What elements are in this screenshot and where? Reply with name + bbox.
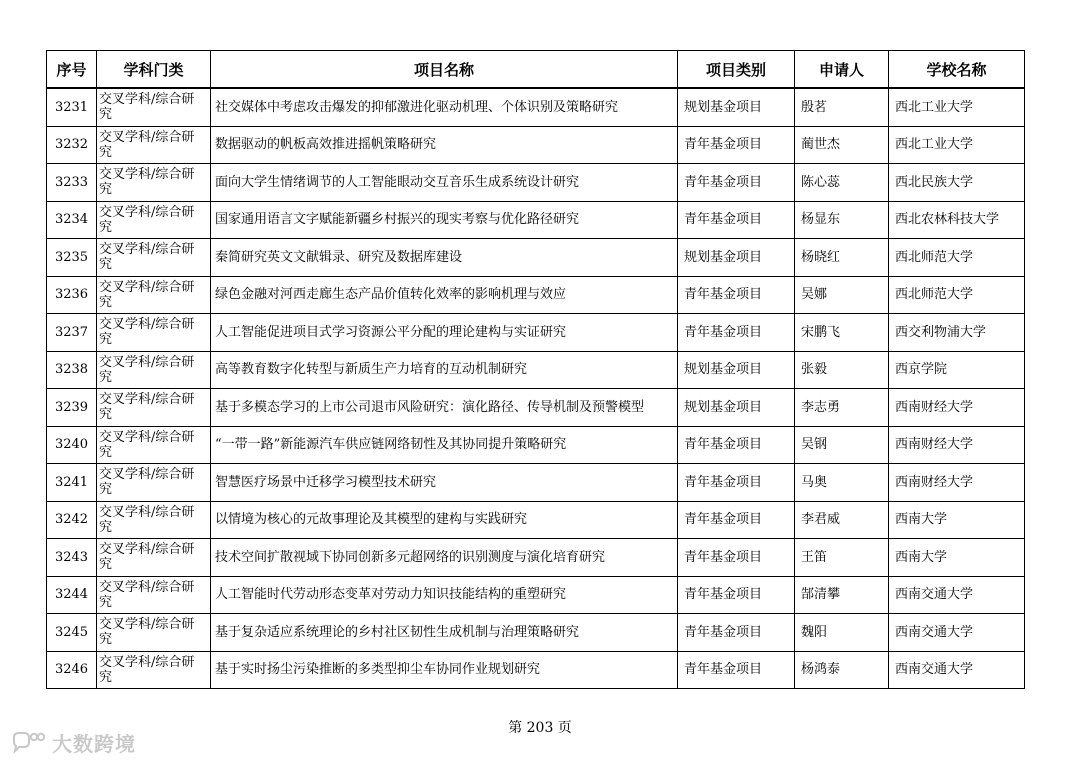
cell-subject-line: 究: [99, 182, 113, 198]
cell-applicant: 李志勇: [795, 389, 889, 427]
cell-applicant: 吴娜: [795, 276, 889, 314]
cell-project-name: “一带一路”新能源汽车供应链网络韧性及其协同提升策略研究: [211, 426, 678, 464]
cell-index: 3239: [47, 389, 97, 427]
cell-project-name: 秦简研究英文文献辑录、研究及数据库建设: [211, 239, 678, 277]
cell-school: 西南交通大学: [889, 614, 1025, 652]
cell-subject: [97, 88, 211, 126]
header-type: 项目类别: [678, 51, 795, 89]
cell-subject-line: 究: [99, 144, 113, 160]
cell-project-type: 青年基金项目: [678, 201, 795, 239]
cell-project-type: 青年基金项目: [678, 164, 795, 202]
cell-subject-line: 究: [99, 257, 113, 273]
cell-project-type: 青年基金项目: [678, 539, 795, 577]
cell-subject-line: 究: [99, 669, 113, 685]
cell-school: 西北工业大学: [889, 88, 1025, 126]
table-row: [47, 651, 1025, 689]
table-row: [47, 126, 1025, 164]
cell-subject-line: 交叉学科/综合研: [99, 242, 195, 258]
cell-index: 3245: [47, 614, 97, 652]
cell-index: 3244: [47, 576, 97, 614]
cell-project-name: 国家通用语言文字赋能新疆乡村振兴的现实考察与优化路径研究: [211, 201, 678, 239]
cell-project-name: 智慧医疗场景中迁移学习模型技术研究: [211, 464, 678, 502]
cell-school: 西京学院: [889, 351, 1025, 389]
cell-project-name: 人工智能促进项目式学习资源公平分配的理论建构与实证研究: [211, 314, 678, 352]
cell-project-name: 基于复杂适应系统理论的乡村社区韧性生成机制与治理策略研究: [211, 614, 678, 652]
cell-project-type: 青年基金项目: [678, 276, 795, 314]
cell-subject: [97, 276, 211, 314]
cell-applicant: 王笛: [795, 539, 889, 577]
cell-subject-line: 究: [99, 519, 113, 535]
table-row: [47, 614, 1025, 652]
cell-subject-line: 究: [99, 407, 113, 423]
cell-index: 3236: [47, 276, 97, 314]
cell-subject-line: 交叉学科/综合研: [99, 129, 195, 145]
cell-applicant: 宋鹏飞: [795, 314, 889, 352]
cell-applicant: 吴钢: [795, 426, 889, 464]
cell-subject: [97, 126, 211, 164]
table-row: [47, 539, 1025, 577]
table-row: [47, 501, 1025, 539]
cell-subject-line: 究: [99, 219, 113, 235]
cell-project-type: 青年基金项目: [678, 501, 795, 539]
cell-applicant: 马奥: [795, 464, 889, 502]
cell-project-type: 青年基金项目: [678, 614, 795, 652]
table-row: [47, 351, 1025, 389]
cell-applicant: 李君威: [795, 501, 889, 539]
cell-applicant: 蔺世杰: [795, 126, 889, 164]
cell-project-name: 高等教育数字化转型与新质生产力培育的互动机制研究: [211, 351, 678, 389]
cell-project-name: 基于实时扬尘污染推断的多类型抑尘车协同作业规划研究: [211, 651, 678, 689]
cell-index: 3232: [47, 126, 97, 164]
table-row: [47, 276, 1025, 314]
page-number: 第 203 页: [508, 720, 572, 736]
cell-project-type: 规划基金项目: [678, 351, 795, 389]
watermark: [10, 728, 136, 757]
cell-subject-line: 交叉学科/综合研: [99, 467, 195, 483]
cell-index: 3231: [47, 88, 97, 126]
cell-applicant: 殷茗: [795, 88, 889, 126]
cell-project-name: 数据驱动的帆板高效推进摇帆策略研究: [211, 126, 678, 164]
cell-school: 西南财经大学: [889, 389, 1025, 427]
cell-index: 3242: [47, 501, 97, 539]
cell-subject: [97, 351, 211, 389]
cell-school: 西北工业大学: [889, 126, 1025, 164]
cell-project-type: 青年基金项目: [678, 464, 795, 502]
cell-subject: [97, 426, 211, 464]
cell-school: 西南财经大学: [889, 464, 1025, 502]
cell-project-type: 青年基金项目: [678, 126, 795, 164]
cell-applicant: 张毅: [795, 351, 889, 389]
cell-project-type: 规划基金项目: [678, 88, 795, 126]
cell-school: 西交利物浦大学: [889, 314, 1025, 352]
cell-applicant: 魏阳: [795, 614, 889, 652]
cell-index: 3238: [47, 351, 97, 389]
table-row: [47, 164, 1025, 202]
cell-subject-line: 交叉学科/综合研: [99, 279, 195, 295]
table-row: [47, 389, 1025, 427]
cell-school: 西南大学: [889, 501, 1025, 539]
document-table-container: [46, 50, 1024, 689]
cell-project-name: 基于多模态学习的上市公司退市风险研究：演化路径、传导机制及预警模型: [211, 389, 678, 427]
cell-subject: [97, 389, 211, 427]
cell-school: 西南交通大学: [889, 651, 1025, 689]
watermark-text: 大数跨境: [52, 732, 136, 756]
cell-subject-line: 究: [99, 594, 113, 610]
cell-subject-line: 交叉学科/综合研: [99, 654, 195, 670]
cell-index: 3235: [47, 239, 97, 277]
cell-subject: [97, 576, 211, 614]
cell-project-type: 青年基金项目: [678, 576, 795, 614]
header-school: 学校名称: [889, 51, 1025, 89]
cell-school: 西北师范大学: [889, 239, 1025, 277]
cell-index: 3246: [47, 651, 97, 689]
cell-subject: [97, 539, 211, 577]
cell-index: 3237: [47, 314, 97, 352]
cell-subject-line: 交叉学科/综合研: [99, 354, 195, 370]
cell-subject-line: 交叉学科/综合研: [99, 617, 195, 633]
header-subject: 学科门类: [97, 51, 211, 89]
cell-project-name: 绿色金融对河西走廊生态产品价值转化效率的影响机理与效应: [211, 276, 678, 314]
table-body: [47, 88, 1025, 689]
cell-subject-line: 究: [99, 444, 113, 460]
cell-project-name: 面向大学生情绪调节的人工智能眼动交互音乐生成系统设计研究: [211, 164, 678, 202]
table-row: [47, 88, 1025, 126]
cell-subject: [97, 201, 211, 239]
cell-index: 3241: [47, 464, 97, 502]
table-row: [47, 464, 1025, 502]
table-row: [47, 314, 1025, 352]
cell-project-name: 技术空间扩散视域下协同创新多元超网络的识别测度与演化培育研究: [211, 539, 678, 577]
cell-school: 西北师范大学: [889, 276, 1025, 314]
header-index: 序号: [47, 51, 97, 89]
cell-index: 3234: [47, 201, 97, 239]
cell-school: 西北民族大学: [889, 164, 1025, 202]
cell-subject-line: 究: [99, 107, 113, 123]
cell-subject-line: 究: [99, 369, 113, 385]
cell-project-type: 规划基金项目: [678, 389, 795, 427]
cell-school: 西北农林科技大学: [889, 201, 1025, 239]
header-applicant: 申请人: [795, 51, 889, 89]
cell-subject-line: 交叉学科/综合研: [99, 542, 195, 558]
cell-project-type: 青年基金项目: [678, 314, 795, 352]
cell-subject-line: 交叉学科/综合研: [99, 92, 195, 108]
cell-subject: [97, 614, 211, 652]
cell-school: 西南交通大学: [889, 576, 1025, 614]
cell-applicant: 郜清攀: [795, 576, 889, 614]
cell-subject-line: 究: [99, 482, 113, 498]
cell-school: 西南大学: [889, 539, 1025, 577]
cell-applicant: 杨鸿泰: [795, 651, 889, 689]
cell-subject-line: 交叉学科/综合研: [99, 429, 195, 445]
cell-subject-line: 究: [99, 632, 113, 648]
cell-applicant: 杨显东: [795, 201, 889, 239]
cell-project-name: 社交媒体中考虑攻击爆发的抑郁激进化驱动机理、个体识别及策略研究: [211, 88, 678, 126]
table-header-row: [47, 51, 1025, 89]
cell-subject: [97, 651, 211, 689]
cell-index: 3233: [47, 164, 97, 202]
cell-subject: [97, 164, 211, 202]
cell-subject: [97, 501, 211, 539]
cell-index: 3240: [47, 426, 97, 464]
cell-school: 西南财经大学: [889, 426, 1025, 464]
cell-subject-line: 交叉学科/综合研: [99, 579, 195, 595]
cell-subject: [97, 239, 211, 277]
cell-index: 3243: [47, 539, 97, 577]
table-row: [47, 201, 1025, 239]
cell-subject: [97, 314, 211, 352]
cell-subject-line: 交叉学科/综合研: [99, 504, 195, 520]
cell-subject: [97, 464, 211, 502]
cell-applicant: 杨晓红: [795, 239, 889, 277]
cell-subject-line: 究: [99, 557, 113, 573]
cell-subject-line: 交叉学科/综合研: [99, 167, 195, 183]
chat-bubble-logo-icon: [10, 731, 46, 755]
table-row: [47, 426, 1025, 464]
cell-applicant: 陈心蕊: [795, 164, 889, 202]
cell-project-name: 人工智能时代劳动形态变革对劳动力知识技能结构的重塑研究: [211, 576, 678, 614]
cell-subject-line: 究: [99, 332, 113, 348]
cell-project-type: 规划基金项目: [678, 239, 795, 277]
cell-project-type: 青年基金项目: [678, 426, 795, 464]
project-table: [46, 50, 1025, 689]
cell-project-type: 青年基金项目: [678, 651, 795, 689]
table-row: [47, 239, 1025, 277]
cell-subject-line: 交叉学科/综合研: [99, 392, 195, 408]
cell-project-name: 以情境为核心的元故事理论及其模型的建构与实践研究: [211, 501, 678, 539]
table-row: [47, 576, 1025, 614]
cell-subject-line: 交叉学科/综合研: [99, 204, 195, 220]
cell-subject-line: 究: [99, 294, 113, 310]
cell-subject-line: 交叉学科/综合研: [99, 317, 195, 333]
header-project: 项目名称: [211, 51, 678, 89]
